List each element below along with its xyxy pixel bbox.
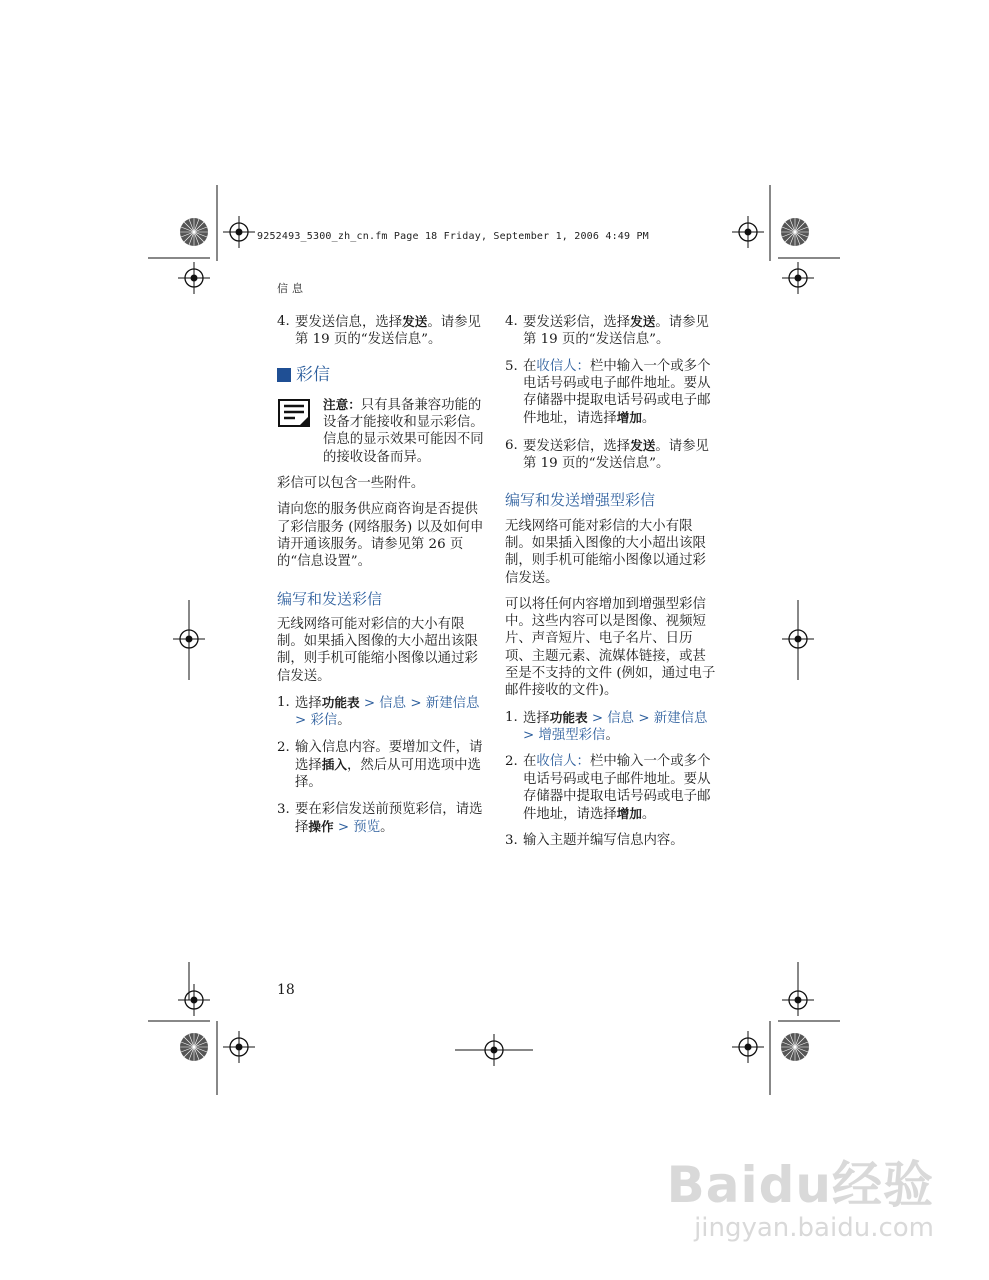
subsection-title: 编写和发送增强型彩信 [505,491,656,510]
step-item: 5. 在收信人：栏中输入一个或多个电话号码或电子邮件地址。要从存储器中提取电话号码或电子邮件地址，请选择增加。 [505,358,711,427]
step-item: 2. 在收信人：栏中输入一个或多个电话号码或电子邮件地址。要从存储器中提取电话号码或电子邮件地址，请选择增加。 [505,754,711,823]
paragraph: 请向您的服务供应商咨询是否提供了彩信服务 (网络服务) 以及如何申请开通该服务。请参见第 26 页的“信息设置”。 [277,502,484,570]
step-item: 3. 输入主题并编写信息内容。 [505,833,684,849]
step-item: 1. 选择功能表 > 信息 > 新建信息 > 增强型彩信。 [505,709,708,743]
file-header-line: 9252493_5300_zh_cn.fm Page 18 Friday, September 1, 2006 4:49 PM [257,231,649,242]
running-head: 信息 [277,282,307,295]
page-number: 18 [277,982,295,998]
watermark-url: jingyan.baidu.com [694,1213,934,1243]
list-item: 4. 要发送信息，选择发送。请参见第 19 页的“发送信息”。 [277,314,481,348]
step-item: 3. 要在彩信发送前预览彩信，请选择操作 > 预览。 [277,801,483,835]
step-item: 1. 选择功能表 > 信息 > 新建信息 > 彩信。 [277,695,480,729]
note-block [277,396,489,466]
left-column [277,313,489,845]
note-icon [277,398,311,428]
section-square-icon [277,368,291,382]
step-item: 2. 输入信息内容。要增加文件，请选择插入，然后从可用选项中选择。 [277,739,483,791]
section-title: 彩信 [277,367,489,384]
note-text: 只有具备兼容功能的设备才能接收和显示彩信。信息的显示效果可能因不同的接收设备而异。 [323,397,484,465]
step-item: 6. 要发送彩信，选择发送。请参见第 19 页的“发送信息”。 [505,437,709,472]
note-label: 注意： [323,396,361,412]
watermark-logo: Baidu经验 [666,1156,934,1214]
paragraph: 无线网络可能对彩信的大小有限制。如果插入图像的大小超出该限制，则手机可能缩小图像以通过彩信发送。 [505,518,706,586]
paragraph: 无线网络可能对彩信的大小有限制。如果插入图像的大小超出该限制，则手机可能缩小图像以通过彩信发送。 [277,616,478,684]
paragraph: 彩信可以包含一些附件。 [277,476,425,492]
paragraph: 可以将任何内容增加到增强型彩信中。这些内容可以是图像、视频短片、声音短片、电子名片、日历项、主题元素、流媒体链接，或甚至是不支持的文件 (例如，通过电子邮件接收的文件)。 [505,596,716,699]
watermark [667,1145,934,1243]
right-column [505,313,717,859]
subsection-title: 编写和发送彩信 [277,589,383,608]
step-item: 4. 要发送彩信，选择发送。请参见第 19 页的“发送信息”。 [505,314,709,348]
